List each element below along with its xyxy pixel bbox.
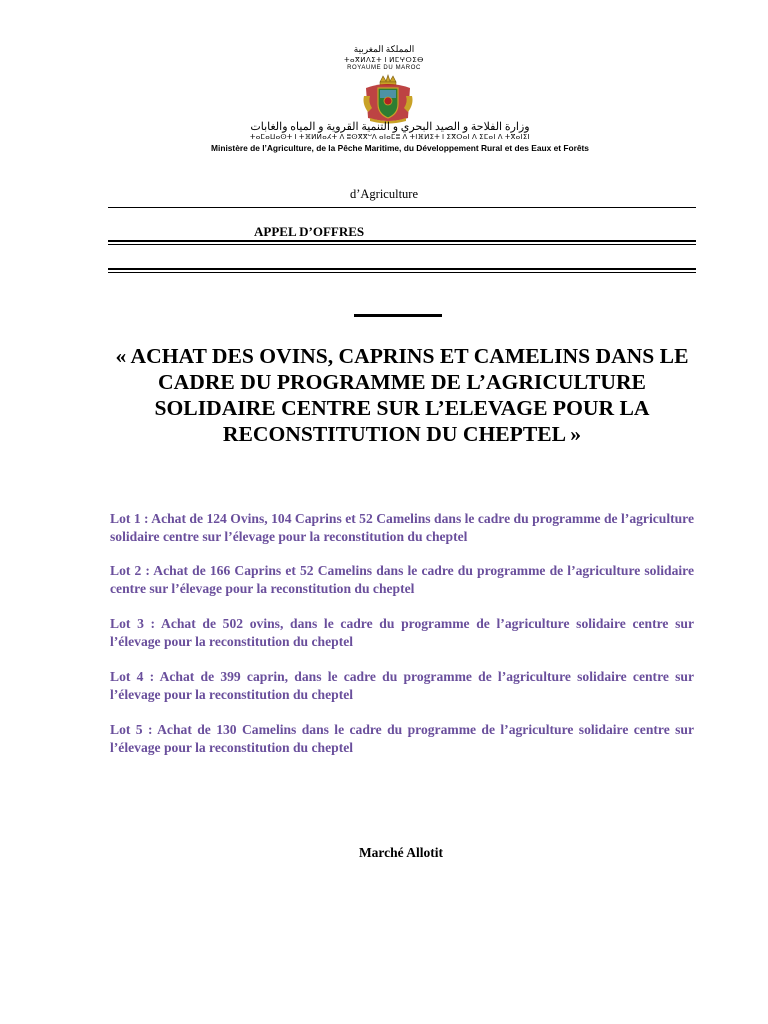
lot-5-description: Lot 5 : Achat de 130 Camelins dans le cadre du programme de l’agriculture solidaire centre sur l’élevage pour la reconstitution du cheptel (110, 722, 694, 755)
market-type-label: Marché Allotit (358, 845, 444, 860)
ministry-french: Ministère de l’Agriculture, de la Pêche Maritime, du Développement Rural et des Eaux et Forêts (211, 143, 589, 153)
kingdom-french: ROYAUME DU MAROC (347, 65, 421, 71)
ministry-arabic: وزارة الفلاحة و الصيد البحري و التنمية القروية و المياه والغابات (250, 121, 530, 133)
double-rule-1a (108, 240, 696, 242)
ministry-tifinagh: ⵜⴰⵎⴰⵡⴰⵙⵜ ⵏ ⵜⴼⵍⵍⴰⵃⵜ ⴷ ⵓⵙⴳⴳⵯⴷ ⴰⵏⴰⵎⵓ ⴷ ⵜⵏⴼⵍⵉⵜ ⵏ ⵉⴳⵔⴰⵏ ⴷ ⵉⵎⴰⵏ ⴷ ⵜⴳⴰⵏⵉⵏ (250, 133, 530, 141)
department-name: d’Agriculture (349, 187, 419, 201)
lot-2-description: Lot 2 : Achat de 166 Caprins et 52 Camelins dans le cadre du programme de l’agriculture solidaire centre sur l’élevage pour la reconstitution du cheptel (110, 563, 694, 596)
document-title: « ACHAT DES OVINS, CAPRINS ET CAMELINS DANS LE CADRE DU PROGRAMME DE L’AGRICULTURE SOLIDAIRE CENTRE SUR L’ELEVAGE POUR LA RECONSTITUTION DU CHEPTEL » (115, 344, 689, 446)
title-separator (354, 314, 442, 317)
kingdom-tifinagh: ⵜⴰⴳⵍⴷⵉⵜ ⵏ ⵍⵎⵖⵔⵉⴱ (344, 56, 424, 64)
lot-1-description: Lot 1 : Achat de 124 Ovins, 104 Caprins et 52 Camelins dans le cadre du programme de l’agriculture solidaire centre sur l’élevage pour la reconstitution du cheptel (110, 511, 694, 544)
moroccan-coat-of-arms-icon (360, 74, 416, 124)
section-label: APPEL D’OFFRES (254, 224, 365, 239)
header-rule-top (108, 207, 696, 208)
double-rule-2a (108, 268, 696, 270)
lot-3-description: Lot 3 : Achat de 502 ovins, dans le cadre du programme de l’agriculture solidaire centre sur l’élevage pour la reconstitution du cheptel (110, 616, 694, 649)
kingdom-arabic: المملكة المغربية (353, 44, 415, 54)
lot-4-description: Lot 4 : Achat de 399 caprin, dans le cadre du programme de l’agriculture solidaire centre sur l’élevage pour la reconstitution du cheptel (110, 669, 694, 702)
double-rule-1b (108, 244, 696, 245)
double-rule-2b (108, 272, 696, 273)
